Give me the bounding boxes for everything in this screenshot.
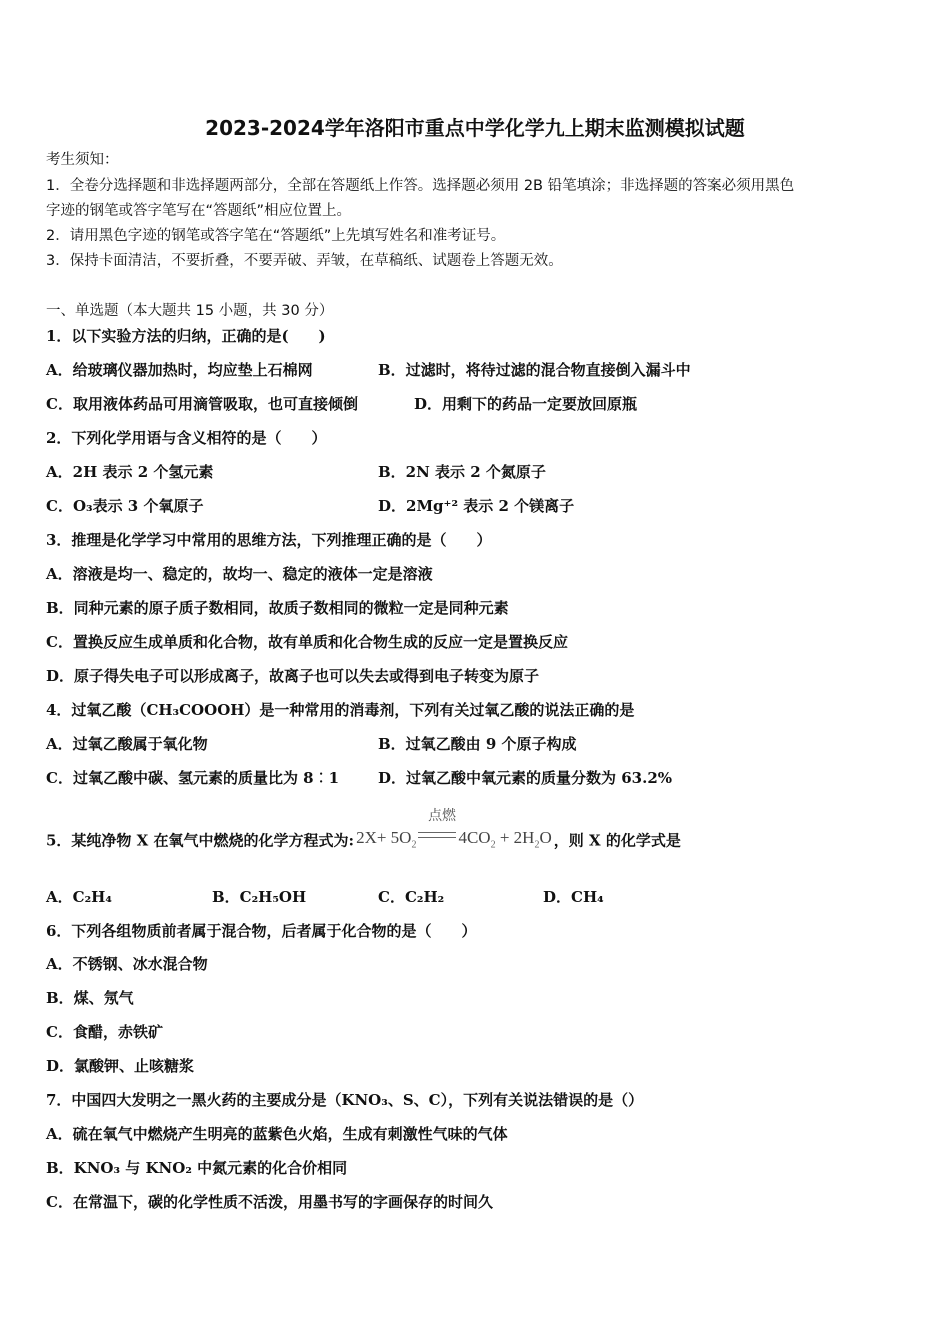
question-1-stem: 1．以下实验方法的归纳，正确的是( ) xyxy=(46,327,326,345)
question-1-option-d: D．用剩下的药品一定要放回原瓶 xyxy=(414,395,638,413)
equation-left: 2X+ 5O xyxy=(356,828,412,847)
question-6-option-a: A．不锈钢、冰水混合物 xyxy=(46,955,208,973)
question-5-option-a: A．C₂H₄ xyxy=(46,888,112,906)
question-7-stem: 7．中国四大发明之一黑火药的主要成分是（KNO₃、S、C），下列有关说法错误的是（） xyxy=(46,1091,644,1109)
question-6-option-b: B．煤、氖气 xyxy=(46,989,134,1007)
chemical-equation xyxy=(356,808,552,855)
question-2-option-c: C．O₃表示 3 个氧原子 xyxy=(46,497,204,515)
equals-sign-icon xyxy=(418,832,456,838)
question-7-option-b: B．KNO₃ 与 KNO₂ 中氮元素的化合价相同 xyxy=(46,1159,348,1177)
question-4-option-b: B．过氧乙酸由 9 个原子构成 xyxy=(378,735,577,753)
notice-item-3: 3．保持卡面清洁，不要折叠，不要弄破、弄皱，在草稿纸、试题卷上答题无效。 xyxy=(46,253,563,269)
question-2-option-d: D．2Mg⁺² 表示 2 个镁离子 xyxy=(378,497,575,515)
question-3-stem: 3．推理是化学学习中常用的思维方法，下列推理正确的是（ ） xyxy=(46,531,492,549)
question-5-stem-prefix: 5．某纯净物 X 在氧气中燃烧的化学方程式为: xyxy=(46,831,355,850)
question-2-option-a: A．2H 表示 2 个氢元素 xyxy=(46,463,214,481)
exam-title: 2023-2024学年洛阳市重点中学化学九上期末监测模拟试题 xyxy=(205,116,745,140)
section-heading: 一、单选题（本大题共 15 小题，共 30 分） xyxy=(46,303,334,319)
equation-left-sub: 2 xyxy=(411,839,417,851)
question-5-stem-suffix: ，则 X 的化学式是 xyxy=(553,831,681,850)
question-4-stem: 4．过氧乙酸（CH₃COOOH）是一种常用的消毒剂，下列有关过氧乙酸的说法正确的是 xyxy=(46,701,635,719)
question-7-option-c: C．在常温下，碳的化学性质不活泼，用墨书写的字画保存的时间久 xyxy=(46,1193,493,1211)
question-3-option-b: B．同种元素的原子质子数相同，故质子数相同的微粒一定是同种元素 xyxy=(46,599,509,617)
equation-right-1: 4CO xyxy=(458,828,491,847)
equation-condition: 点燃 xyxy=(428,808,457,824)
question-5-option-d: D．CH₄ xyxy=(543,888,604,906)
question-4-option-d: D．过氧乙酸中氧元素的质量分数为 63.2% xyxy=(378,769,673,787)
notice-item-1: 1．全卷分选择题和非选择题两部分，全部在答题纸上作答。选择题必须用 2B 铅笔填涂；非选择题的答案必须用黑色 xyxy=(46,178,795,194)
question-5-stem xyxy=(46,808,681,855)
question-6-stem: 6．下列各组物质前者属于混合物，后者属于化合物的是（ ） xyxy=(46,922,477,940)
question-7-option-a: A．硫在氧气中燃烧产生明亮的蓝紫色火焰，生成有刺激性气味的气体 xyxy=(46,1125,508,1143)
question-1-option-a: A．给玻璃仪器加热时，均应垫上石棉网 xyxy=(46,361,313,379)
equation-right-2: + 2H xyxy=(495,828,535,847)
question-2-option-b: B．2N 表示 2 个氮原子 xyxy=(378,463,546,481)
notice-item-1-cont: 字迹的钢笔或答字笔写在“答题纸”相应位置上。 xyxy=(46,203,352,219)
question-3-option-d: D．原子得失电子可以形成离子，故离子也可以失去或得到电子转变为原子 xyxy=(46,667,540,685)
question-3-option-a: A．溶液是均一、稳定的，故均一、稳定的液体一定是溶液 xyxy=(46,565,433,583)
question-1-option-c: C．取用液体药品可用滴管吸取，也可直接倾倒 xyxy=(46,395,358,413)
question-4-option-c: C．过氧乙酸中碳、氢元素的质量比为 8︰1 xyxy=(46,769,340,787)
question-5-option-c: C．C₂H₂ xyxy=(378,888,445,906)
question-6-option-d: D．氯酸钾、止咳糖浆 xyxy=(46,1057,195,1075)
equation-right-2-tail: O xyxy=(539,828,552,847)
equation-right-2-sub: 2 xyxy=(534,839,540,851)
question-1-option-b: B．过滤时，将待过滤的混合物直接倒入漏斗中 xyxy=(378,361,691,379)
notice-item-2: 2．请用黑色字迹的钢笔或答字笔在“答题纸”上先填写姓名和准考证号。 xyxy=(46,228,506,244)
question-6-option-c: C．食醋，赤铁矿 xyxy=(46,1023,163,1041)
equation-right-1-sub: 2 xyxy=(490,839,496,851)
question-2-stem: 2．下列化学用语与含义相符的是（ ） xyxy=(46,429,327,447)
notice-heading: 考生须知： xyxy=(46,152,119,168)
question-5-option-b: B．C₂H₅OH xyxy=(212,888,307,906)
question-4-option-a: A．过氧乙酸属于氧化物 xyxy=(46,735,208,753)
question-3-option-c: C．置换反应生成单质和化合物，故有单质和化合物生成的反应一定是置换反应 xyxy=(46,633,568,651)
